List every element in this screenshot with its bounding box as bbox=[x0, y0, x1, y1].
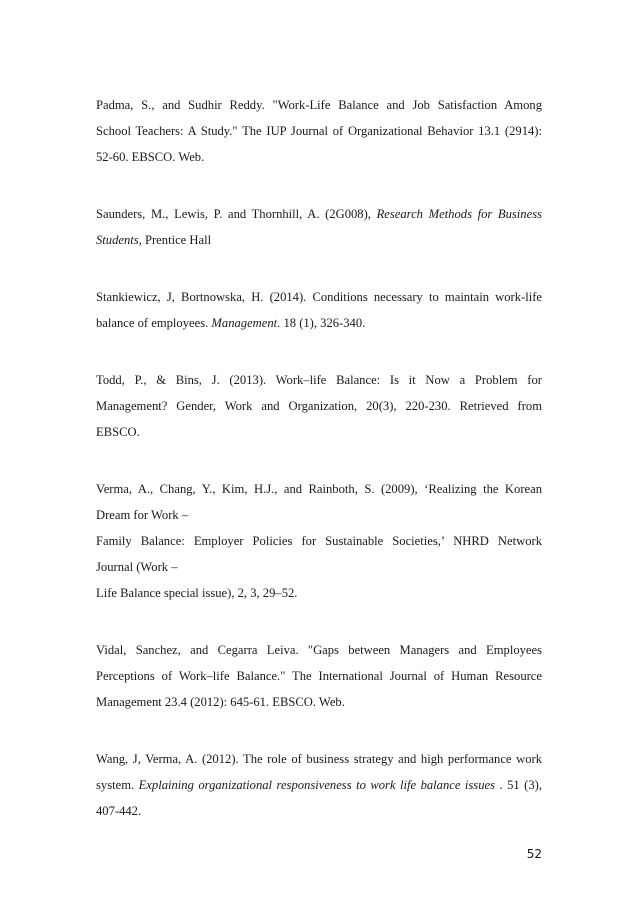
reference-line: Stankiewicz, J, Bortnowska, H. (2014). Conditions necessary to maintain work-life bbox=[96, 290, 542, 304]
reference-title-italic: Explaining organizational responsiveness to work life balance issues bbox=[138, 778, 495, 792]
reference-text: , Prentice Hall bbox=[138, 233, 212, 247]
page-number: 52 bbox=[526, 847, 542, 861]
reference-line bbox=[96, 201, 542, 227]
reference-entry bbox=[96, 92, 542, 170]
reference-line: EBSCO. bbox=[96, 425, 140, 439]
reference-title-italic: Students bbox=[96, 233, 139, 247]
reference-text: . 51 (3), bbox=[495, 778, 542, 792]
reference-line bbox=[96, 310, 542, 336]
reference-entry bbox=[96, 201, 542, 253]
reference-entry bbox=[96, 746, 542, 824]
reference-line: School Teachers: A Study." The IUP Journal of Organizational Behavior 13.1 (2914): bbox=[96, 124, 542, 138]
reference-text: . 18 (1), 326-340. bbox=[277, 316, 366, 330]
reference-title-italic: Management bbox=[211, 316, 278, 330]
reference-title-italic: Research Methods for Business bbox=[376, 207, 542, 221]
reference-line: Verma, A., Chang, Y., Kim, H.J., and Rainboth, S. (2009), ‘Realizing the Korean bbox=[96, 482, 542, 496]
reference-line: Family Balance: Employer Policies for Sustainable Societies,’ NHRD Network bbox=[96, 534, 542, 548]
reference-line: Vidal, Sanchez, and Cegarra Leiva. "Gaps between Managers and Employees bbox=[96, 643, 542, 657]
reference-text: system. bbox=[96, 778, 139, 792]
reference-line: Journal (Work – bbox=[96, 560, 178, 574]
reference-text: Saunders, M., Lewis, P. and Thornhill, A. (2G008), bbox=[96, 207, 377, 221]
reference-line: 52-60. EBSCO. Web. bbox=[96, 150, 205, 164]
reference-line bbox=[96, 772, 542, 798]
reference-entry bbox=[96, 284, 542, 336]
reference-list bbox=[96, 92, 542, 855]
reference-line: 407-442. bbox=[96, 804, 142, 818]
reference-line: Management 23.4 (2012): 645-61. EBSCO. Web. bbox=[96, 695, 345, 709]
reference-line: Management? Gender, Work and Organization, 20(3), 220-230. Retrieved from bbox=[96, 399, 542, 413]
reference-entry bbox=[96, 637, 542, 715]
reference-line bbox=[96, 227, 542, 253]
reference-line: Life Balance special issue), 2, 3, 29–52. bbox=[96, 586, 298, 600]
reference-line: Todd, P., & Bins, J. (2013). Work–life Balance: Is it Now a Problem for bbox=[96, 373, 542, 387]
reference-line: Padma, S., and Sudhir Reddy. "Work-Life Balance and Job Satisfaction Among bbox=[96, 98, 542, 112]
reference-line: Perceptions of Work–life Balance." The International Journal of Human Resource bbox=[96, 669, 542, 683]
reference-text: balance of employees. bbox=[96, 316, 212, 330]
reference-entry bbox=[96, 367, 542, 445]
reference-entry bbox=[96, 476, 542, 606]
reference-line: Dream for Work – bbox=[96, 508, 189, 522]
reference-line: Wang, J, Verma, A. (2012). The role of business strategy and high performance work bbox=[96, 752, 542, 766]
